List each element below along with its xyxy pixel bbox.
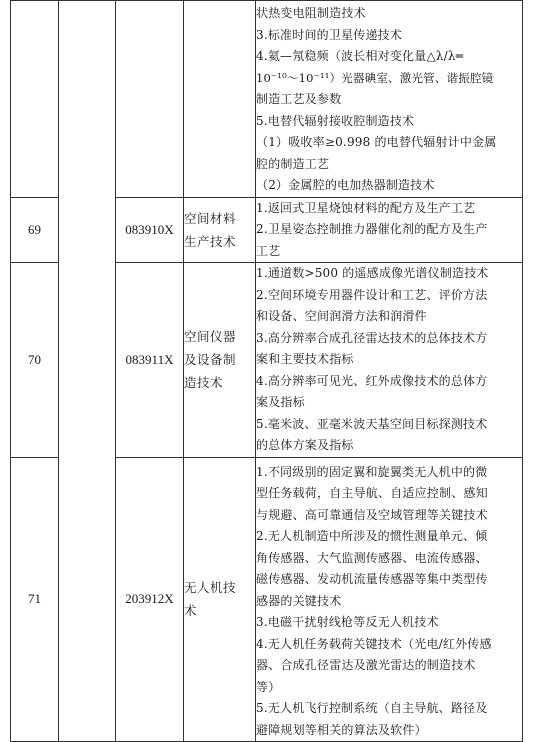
tech-name-line: 空间仪器 bbox=[184, 329, 237, 345]
row-number-cell bbox=[11, 1, 59, 198]
code-cell bbox=[116, 1, 184, 198]
content-line: 3.高分辨率合成孔径雷达技术的总体技术方 bbox=[256, 330, 488, 345]
name-cell bbox=[184, 1, 256, 198]
content-line: 4.无人机任务载荷关键技术（光电/红外传感 bbox=[256, 636, 492, 651]
table-row-continuation bbox=[11, 1, 523, 198]
content-line: 角传感器、大气监测传感器、电流传感器、 bbox=[256, 550, 488, 565]
content-line: 1.不同级别的固定翼和旋翼类无人机中的微 bbox=[256, 464, 488, 479]
content-line: 制造工艺及参数 bbox=[256, 92, 342, 106]
content-line: 1.返回式卫星烧蚀材料的配方及生产工艺 bbox=[256, 200, 476, 215]
content-line: 4.高分辨率可见光、红外成像技术的总体方 bbox=[256, 373, 488, 388]
content-line: 4.氦—氖稳频（波长相对变化量△λ/λ═ bbox=[256, 49, 464, 63]
content-line: 磁传感器、发动机流量传感器等集中类型传 bbox=[256, 572, 488, 586]
content-line: 2.空间环境专用器件设计和工艺、评价方法 bbox=[256, 287, 488, 302]
content-line: 案及指标 bbox=[256, 395, 305, 409]
tech-name-line: 空间材料 bbox=[184, 210, 237, 226]
content-line: 与规避、高可靠通信及空域管理等关键技术 bbox=[256, 507, 488, 522]
content-line: 3.标准时间的卫星传递技术 bbox=[256, 27, 403, 42]
tech-name-line: 造技术 bbox=[184, 375, 224, 391]
content-cell bbox=[256, 457, 523, 742]
content-line: 腔的制造工艺 bbox=[256, 156, 330, 171]
content-line: 1.通道数>500 的遥感成像光谱仪制造技术 bbox=[256, 266, 489, 280]
content-line: （2）金属腔的电加热器制造技术 bbox=[256, 178, 435, 192]
content-line: 5.无人机飞行控制系统（自主导航、路径及 bbox=[256, 701, 488, 715]
content-cell bbox=[256, 1, 523, 198]
content-line: 避障规划等相关的算法及软件） bbox=[256, 722, 427, 737]
tech-code: 083911X bbox=[116, 263, 184, 458]
technology-catalog-table bbox=[10, 0, 523, 742]
tech-name-line: 生产技术 bbox=[184, 233, 237, 249]
row-number: 69 bbox=[11, 197, 59, 263]
category-cell bbox=[59, 1, 116, 742]
tech-name-line: 及设备制 bbox=[184, 352, 237, 368]
tech-code: 203912X bbox=[116, 457, 184, 742]
content-cell bbox=[256, 263, 523, 458]
row-number: 71 bbox=[11, 457, 59, 742]
row-number: 70 bbox=[11, 263, 59, 458]
content-line: 的总体方案及指标 bbox=[256, 438, 354, 452]
content-line: 器、合成孔径雷达及激光雷达的制造技术 bbox=[256, 658, 476, 672]
tech-name-cell bbox=[184, 457, 256, 742]
content-line: 感器的关键技术 bbox=[256, 593, 342, 608]
content-cell bbox=[256, 197, 523, 263]
tech-name-cell bbox=[184, 263, 256, 458]
tech-code: 083910X bbox=[116, 197, 184, 263]
content-line: 10⁻¹⁰～10⁻¹¹）光器碘室、激光管、谐振腔镜 bbox=[256, 70, 494, 85]
content-line: （1）吸收率≥0.998 的电替代辐射计中金属 bbox=[256, 135, 497, 149]
tech-name-line: 术 bbox=[184, 603, 198, 619]
content-line: 工艺 bbox=[256, 243, 281, 258]
tech-name-cell bbox=[184, 197, 256, 263]
content-line: 状热变电阻制造技术 bbox=[256, 6, 366, 20]
content-line: 5.毫米波、亚毫米波天基空间目标探测技术 bbox=[256, 416, 488, 431]
content-line: 案和主要技术指标 bbox=[256, 352, 354, 366]
tech-name-line: 无人机技 bbox=[184, 580, 237, 596]
content-line: 和设备、空间润滑方法和润滑件 bbox=[256, 309, 427, 323]
content-line: 2.无人机制造中所涉及的惯性测量单元、倾 bbox=[256, 529, 488, 543]
content-line: 3.电磁干扰射线枪等反无人机技术 bbox=[256, 615, 439, 629]
content-line: 5.电替代辐射接收腔制造技术 bbox=[256, 113, 415, 128]
content-line: 型任务载荷，自主导航、自适应控制、感知 bbox=[256, 486, 488, 500]
content-line: 等） bbox=[256, 679, 281, 694]
content-line: 2.卫星姿态控制推力器催化剂的配方及生产 bbox=[256, 222, 488, 236]
